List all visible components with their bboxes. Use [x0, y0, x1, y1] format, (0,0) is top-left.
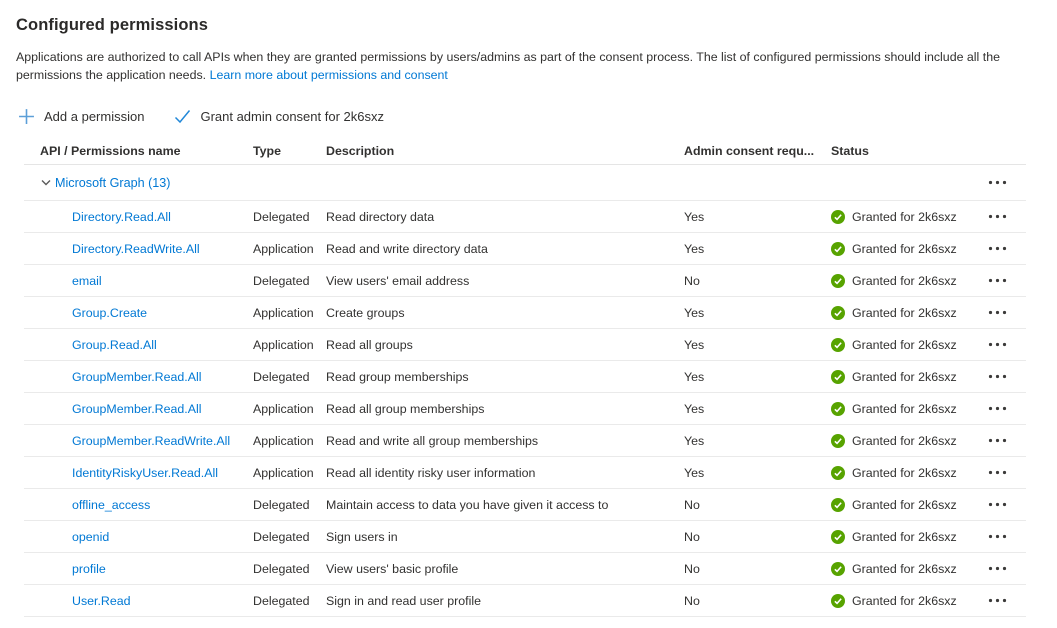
status-cell: [824, 370, 982, 384]
permission-description: Read all group memberships: [326, 401, 485, 416]
permission-name-link[interactable]: openid: [72, 529, 110, 544]
more-options-button[interactable]: [982, 530, 1013, 543]
more-options-button[interactable]: [982, 176, 1013, 189]
permission-name-link[interactable]: GroupMember.Read.All: [72, 401, 202, 416]
granted-check-icon: [831, 402, 845, 416]
permission-name-link[interactable]: IdentityRiskyUser.Read.All: [72, 465, 218, 480]
status-text: Granted for 2k6sxz: [852, 561, 957, 576]
status-text: Granted for 2k6sxz: [852, 305, 957, 320]
admin-consent-required-value: Yes: [684, 241, 705, 256]
more-options-button[interactable]: [982, 274, 1013, 287]
status-cell: [824, 466, 982, 480]
permission-type: Delegated: [253, 529, 310, 544]
table-row: [24, 585, 1026, 617]
toolbar: [16, 101, 1041, 131]
status-cell: [824, 530, 982, 544]
permission-name-link[interactable]: Directory.Read.All: [72, 209, 171, 224]
admin-consent-required-value: Yes: [684, 209, 705, 224]
table-row: [24, 521, 1026, 553]
permission-name-cell: [40, 402, 253, 416]
granted-check-icon: [831, 434, 845, 448]
status-cell: [824, 338, 982, 352]
permission-description: Read and write all group memberships: [326, 433, 539, 448]
status-text: Granted for 2k6sxz: [852, 401, 957, 416]
table-row: [24, 361, 1026, 393]
permission-name-cell: [40, 338, 253, 352]
permission-type: Delegated: [253, 561, 310, 576]
granted-check-icon: [831, 466, 845, 480]
permission-type: Delegated: [253, 593, 310, 608]
more-options-button[interactable]: [982, 562, 1013, 575]
permission-name-link[interactable]: offline_access: [72, 497, 151, 512]
admin-consent-required-value: Yes: [684, 433, 705, 448]
more-options-button[interactable]: [982, 466, 1013, 479]
more-options-button[interactable]: [982, 242, 1013, 255]
row-menu-cell: [982, 338, 1026, 351]
status-cell: [824, 498, 982, 512]
permission-description: Maintain access to data you have given it access to: [326, 497, 609, 512]
table-row: [24, 201, 1026, 233]
permissions-table: [24, 137, 1026, 617]
granted-check-icon: [831, 594, 845, 608]
more-options-button[interactable]: [982, 402, 1013, 415]
admin-consent-required-value: Yes: [684, 369, 705, 384]
permission-name-cell: [40, 370, 253, 384]
admin-consent-required-value: Yes: [684, 401, 705, 416]
api-group-row: [24, 165, 1026, 201]
table-row: [24, 553, 1026, 585]
status-text: Granted for 2k6sxz: [852, 241, 957, 256]
status-text: Granted for 2k6sxz: [852, 433, 957, 448]
group-menu-cell: [982, 176, 1026, 189]
permission-type: Delegated: [253, 497, 310, 512]
row-menu-cell: [982, 562, 1026, 575]
permission-name-link[interactable]: GroupMember.ReadWrite.All: [72, 433, 231, 448]
admin-consent-required-value: Yes: [684, 305, 705, 320]
status-cell: [824, 562, 982, 576]
table-row: [24, 233, 1026, 265]
table-row: [24, 297, 1026, 329]
permission-description: Create groups: [326, 305, 405, 320]
status-text: Granted for 2k6sxz: [852, 465, 957, 480]
add-permission-label: Add a permission: [44, 108, 145, 124]
row-menu-cell: [982, 466, 1026, 479]
permission-description: View users' email address: [326, 273, 470, 288]
permission-description: Read all identity risky user information: [326, 465, 536, 480]
row-menu-cell: [982, 274, 1026, 287]
admin-consent-required-value: No: [684, 273, 700, 288]
more-options-button[interactable]: [982, 338, 1013, 351]
admin-consent-required-value: No: [684, 529, 700, 544]
table-header-row: [24, 137, 1026, 165]
permission-type: Application: [253, 241, 314, 256]
permission-name-cell: [40, 466, 253, 480]
page-title: Configured permissions: [16, 16, 208, 34]
permission-description: Read and write directory data: [326, 241, 488, 256]
permission-type: Application: [253, 401, 314, 416]
table-row: [24, 489, 1026, 521]
permission-name-cell: [40, 434, 253, 448]
permission-description: Sign users in: [326, 529, 398, 544]
permission-type: Delegated: [253, 369, 310, 384]
chevron-down-icon[interactable]: [40, 177, 52, 189]
page-description: [16, 48, 1032, 84]
status-cell: [824, 210, 982, 224]
permission-name-cell: [40, 242, 253, 256]
permission-description: Read all groups: [326, 337, 413, 352]
granted-check-icon: [831, 370, 845, 384]
table-row: [24, 329, 1026, 361]
permission-name-cell: [40, 210, 253, 224]
permission-name-link[interactable]: GroupMember.Read.All: [72, 369, 202, 384]
description-text: Applications are authorized to call APIs when they are granted permissions by users/admins as part of the consent process. The list of configured permissions should include all the permissions the application needs.: [16, 50, 1000, 82]
permission-name-link[interactable]: Directory.ReadWrite.All: [72, 241, 200, 256]
status-text: Granted for 2k6sxz: [852, 529, 957, 544]
status-text: Granted for 2k6sxz: [852, 593, 957, 608]
status-text: Granted for 2k6sxz: [852, 369, 957, 384]
granted-check-icon: [831, 498, 845, 512]
status-cell: [824, 274, 982, 288]
status-text: Granted for 2k6sxz: [852, 337, 957, 352]
api-group-link[interactable]: Microsoft Graph (13): [55, 175, 171, 190]
row-menu-cell: [982, 594, 1026, 607]
admin-consent-required-value: Yes: [684, 465, 705, 480]
permission-name-cell: [40, 562, 253, 576]
status-text: Granted for 2k6sxz: [852, 209, 957, 224]
checkmark-icon: [174, 109, 191, 124]
granted-check-icon: [831, 242, 845, 256]
row-menu-cell: [982, 434, 1026, 447]
column-header-name: API / Permissions name: [40, 143, 181, 158]
permission-description: View users' basic profile: [326, 561, 459, 576]
column-header-type: Type: [253, 143, 281, 158]
grant-admin-consent-label: Grant admin consent for 2k6sxz: [200, 108, 384, 124]
permission-name-cell: [40, 498, 253, 512]
status-cell: [824, 402, 982, 416]
permission-name-cell: [40, 274, 253, 288]
plus-icon: [18, 108, 35, 125]
status-cell: [824, 594, 982, 608]
admin-consent-required-value: No: [684, 593, 700, 608]
status-cell: [824, 242, 982, 256]
column-header-description: Description: [326, 143, 395, 158]
permission-description: Read group memberships: [326, 369, 469, 384]
table-body: [24, 201, 1026, 617]
table-row: [24, 425, 1026, 457]
permission-type: Application: [253, 465, 314, 480]
granted-check-icon: [831, 274, 845, 288]
api-group-name: [40, 176, 982, 190]
table-row: [24, 265, 1026, 297]
row-menu-cell: [982, 498, 1026, 511]
more-options-button[interactable]: [982, 306, 1013, 319]
granted-check-icon: [831, 530, 845, 544]
status-text: Granted for 2k6sxz: [852, 497, 957, 512]
permission-type: Application: [253, 305, 314, 320]
permission-type: Delegated: [253, 209, 310, 224]
status-cell: [824, 306, 982, 320]
more-options-button[interactable]: [982, 498, 1013, 511]
row-menu-cell: [982, 210, 1026, 223]
granted-check-icon: [831, 338, 845, 352]
status-cell: [824, 434, 982, 448]
column-header-status: Status: [831, 143, 869, 158]
permission-description: Sign in and read user profile: [326, 593, 481, 608]
permission-description: Read directory data: [326, 209, 435, 224]
row-menu-cell: [982, 242, 1026, 255]
permission-name-cell: [40, 306, 253, 320]
row-menu-cell: [982, 530, 1026, 543]
more-options-button[interactable]: [982, 434, 1013, 447]
add-permission-button[interactable]: [16, 104, 146, 129]
column-header-admin-consent: Admin consent requ...: [684, 143, 815, 158]
row-menu-cell: [982, 370, 1026, 383]
permission-name-link[interactable]: User.Read: [72, 593, 131, 608]
granted-check-icon: [831, 306, 845, 320]
permission-name-cell: [40, 530, 253, 544]
permission-name-cell: [40, 594, 253, 608]
granted-check-icon: [831, 562, 845, 576]
permission-name-link[interactable]: Group.Create: [72, 305, 148, 320]
learn-more-link[interactable]: Learn more about permissions and consent: [209, 68, 448, 82]
admin-consent-required-value: No: [684, 497, 700, 512]
granted-check-icon: [831, 210, 845, 224]
table-row: [24, 393, 1026, 425]
row-menu-cell: [982, 306, 1026, 319]
permission-type: Delegated: [253, 273, 310, 288]
row-menu-cell: [982, 402, 1026, 415]
permission-name-link[interactable]: email: [72, 273, 102, 288]
permission-type: Application: [253, 433, 314, 448]
permission-name-link[interactable]: profile: [72, 561, 106, 576]
grant-admin-consent-button[interactable]: [172, 105, 386, 128]
status-text: Granted for 2k6sxz: [852, 273, 957, 288]
permission-name-link[interactable]: Group.Read.All: [72, 337, 157, 352]
admin-consent-required-value: Yes: [684, 337, 705, 352]
more-options-button[interactable]: [982, 210, 1013, 223]
permission-type: Application: [253, 337, 314, 352]
admin-consent-required-value: No: [684, 561, 700, 576]
table-row: [24, 457, 1026, 489]
more-options-button[interactable]: [982, 370, 1013, 383]
more-options-button[interactable]: [982, 594, 1013, 607]
